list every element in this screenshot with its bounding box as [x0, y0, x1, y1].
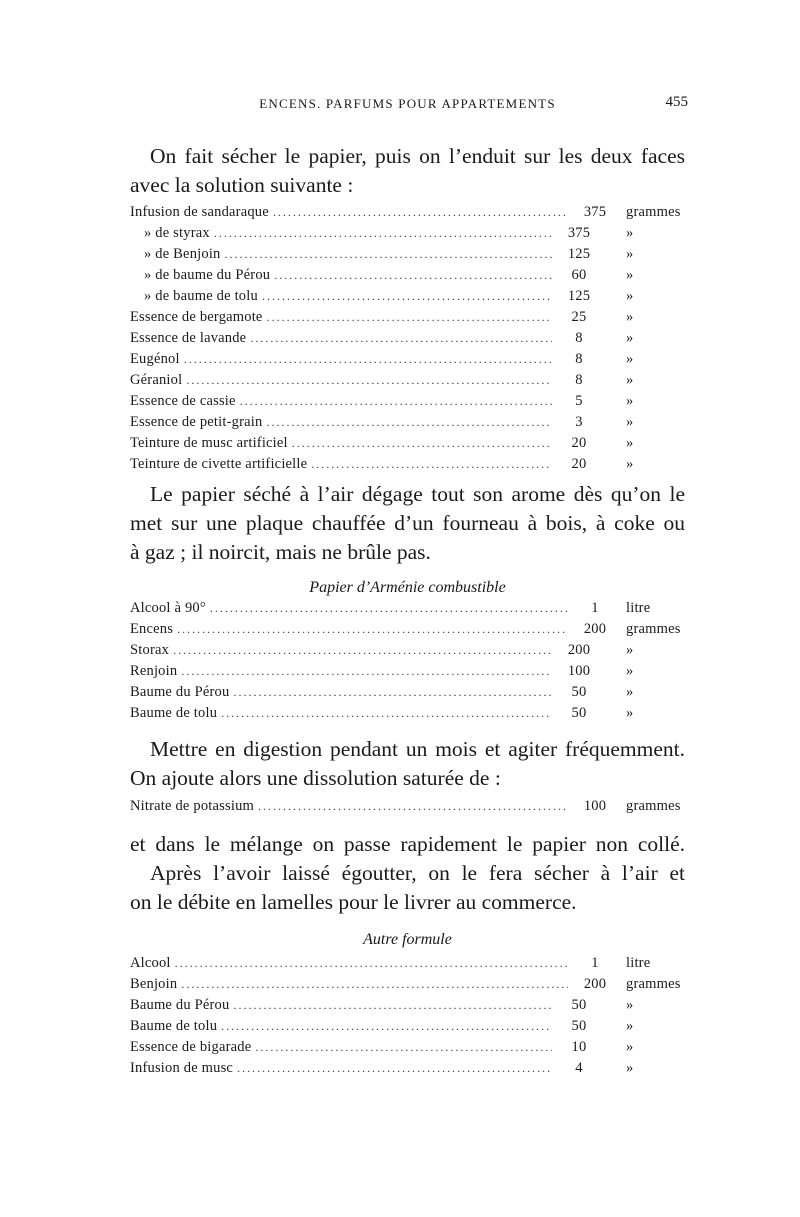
- ingredient-unit: »: [626, 267, 634, 283]
- ingredient-qty: 60: [571, 267, 587, 283]
- ingredient-name: Essence de cassie: [130, 393, 236, 409]
- ingredient-qty: 1: [591, 600, 599, 616]
- ingredient-qty: 200: [583, 976, 607, 992]
- ingredient-name: » de baume du Pérou: [144, 267, 271, 283]
- ingredient-name: » de styrax: [144, 225, 210, 241]
- ingredient-unit: »: [626, 1060, 634, 1076]
- ingredient-unit: »: [626, 684, 634, 700]
- ingredient-unit: »: [626, 1039, 634, 1055]
- ingredient-qty: 100: [567, 663, 591, 679]
- dot-leader: [186, 373, 552, 388]
- ingredient-name: Essence de bergamote: [130, 309, 263, 325]
- recipe-table-armenie: [130, 600, 690, 726]
- ingredient-unit: »: [626, 705, 634, 721]
- dot-leader: [225, 247, 552, 262]
- ingredient-qty: 125: [567, 288, 591, 304]
- text-line: On ajoute alors une dissolution saturée de :: [130, 766, 501, 790]
- recipe-row: [130, 435, 690, 456]
- dot-leader: [250, 331, 552, 346]
- recipe-table-nitrate: [130, 798, 690, 819]
- ingredient-unit: »: [626, 225, 634, 241]
- ingredient-qty: 50: [571, 705, 587, 721]
- recipe-row: [130, 246, 690, 267]
- ingredient-unit: »: [626, 288, 634, 304]
- recipe-row: [130, 621, 690, 642]
- ingredient-qty: 8: [575, 330, 583, 346]
- recipe-row: [130, 976, 690, 997]
- text-line: met sur une plaque chauffée d’un fourneau à bois, à coke ou: [130, 511, 685, 535]
- text-line: on le débite en lamelles pour le livrer au commerce.: [130, 890, 577, 914]
- section-title-autre: Autre formule: [363, 931, 452, 948]
- recipe-row: [130, 1039, 690, 1060]
- ingredient-unit: »: [626, 414, 634, 430]
- dot-leader: [221, 1019, 552, 1034]
- recipe-row: [130, 225, 690, 246]
- ingredient-name: Benjoin: [130, 976, 178, 992]
- running-header: [0, 94, 800, 114]
- ingredient-qty: 100: [583, 798, 607, 814]
- dot-leader: [210, 601, 568, 616]
- ingredient-qty: 375: [567, 225, 591, 241]
- recipe-row: [130, 456, 690, 477]
- ingredient-qty: 50: [571, 684, 587, 700]
- ingredient-qty: 50: [571, 1018, 587, 1034]
- ingredient-name: Baume de tolu: [130, 705, 218, 721]
- text-line: Le papier séché à l’air dégage tout son arome dès qu’on le: [150, 482, 685, 506]
- recipe-row: [130, 955, 690, 976]
- text-line: avec la solution suivante :: [130, 173, 354, 197]
- ingredient-unit: »: [626, 393, 634, 409]
- ingredient-qty: 4: [575, 1060, 583, 1076]
- ingredient-unit: »: [626, 642, 634, 658]
- recipe-row: [130, 1018, 690, 1039]
- dot-leader: [258, 799, 568, 814]
- recipe-row: [130, 267, 690, 288]
- dot-leader: [233, 685, 552, 700]
- ingredient-qty: 375: [583, 204, 607, 220]
- dot-leader: [267, 310, 552, 325]
- ingredient-unit: »: [626, 351, 634, 367]
- dot-leader: [184, 352, 552, 367]
- text-line: Après l’avoir laissé égoutter, on le fera sécher à l’air et: [150, 861, 685, 885]
- recipe-row: [130, 393, 690, 414]
- ingredient-name: Storax: [130, 642, 170, 658]
- dot-leader: [240, 394, 552, 409]
- ingredient-name: Essence de bigarade: [130, 1039, 252, 1055]
- text-line: Mettre en digestion pendant un mois et agiter fréquemment.: [150, 737, 685, 761]
- dot-leader: [175, 956, 568, 971]
- ingredient-qty: 8: [575, 372, 583, 388]
- ingredient-name: Teinture de civette artificielle: [130, 456, 308, 472]
- ingredient-unit: »: [626, 435, 634, 451]
- ingredient-qty: 1: [591, 955, 599, 971]
- ingredient-name: Infusion de sandaraque: [130, 204, 269, 220]
- ingredient-unit: »: [626, 246, 634, 262]
- ingredient-unit: »: [626, 997, 634, 1013]
- recipe-row: [130, 663, 690, 684]
- recipe-row: [130, 351, 690, 372]
- dot-leader: [237, 1061, 552, 1076]
- ingredient-name: » de baume de tolu: [144, 288, 258, 304]
- ingredient-unit: grammes: [626, 204, 681, 220]
- dot-leader: [181, 977, 568, 992]
- dot-leader: [173, 643, 552, 658]
- ingredient-qty: 200: [583, 621, 607, 637]
- ingredient-name: Essence de lavande: [130, 330, 247, 346]
- section-title-armenie: Papier d’Arménie combustible: [309, 579, 506, 596]
- recipe-row: [130, 642, 690, 663]
- ingredient-name: Encens: [130, 621, 174, 637]
- recipe-row: [130, 309, 690, 330]
- ingredient-name: Baume du Pérou: [130, 684, 230, 700]
- ingredient-qty: 20: [571, 435, 587, 451]
- ingredient-name: Renjoin: [130, 663, 178, 679]
- ingredient-unit: »: [626, 1018, 634, 1034]
- recipe-row: [130, 997, 690, 1018]
- ingredient-name: Infusion de musc: [130, 1060, 234, 1076]
- page-number: 455: [665, 94, 688, 110]
- ingredient-unit: grammes: [626, 798, 681, 814]
- recipe-row: [130, 330, 690, 351]
- ingredient-qty: 25: [571, 309, 587, 325]
- dot-leader: [214, 226, 552, 241]
- recipe-row: [130, 705, 690, 726]
- ingredient-name: » de Benjoin: [144, 246, 221, 262]
- recipe-row: [130, 798, 690, 819]
- ingredient-name: Baume de tolu: [130, 1018, 218, 1034]
- text-line: et dans le mélange on passe rapidement le papier non collé.: [130, 832, 685, 856]
- recipe-row: [130, 414, 690, 435]
- dot-leader: [255, 1040, 552, 1055]
- ingredient-name: Teinture de musc artificiel: [130, 435, 288, 451]
- recipe-row: [130, 1060, 690, 1081]
- dot-leader: [221, 706, 552, 721]
- recipe-row: [130, 684, 690, 705]
- dot-leader: [292, 436, 552, 451]
- ingredient-qty: 20: [571, 456, 587, 472]
- recipe-row: [130, 600, 690, 621]
- dot-leader: [266, 415, 552, 430]
- ingredient-unit: litre: [626, 600, 651, 616]
- dot-leader: [273, 205, 568, 220]
- ingredient-unit: »: [626, 456, 634, 472]
- ingredient-unit: »: [626, 309, 634, 325]
- text-line: On fait sécher le papier, puis on l’enduit sur les deux faces: [150, 144, 685, 168]
- text-line: à gaz ; il noircit, mais ne brûle pas.: [130, 540, 431, 564]
- recipe-row: [130, 204, 690, 225]
- ingredient-unit: grammes: [626, 976, 681, 992]
- ingredient-unit: litre: [626, 955, 651, 971]
- dot-leader: [311, 457, 552, 472]
- ingredient-name: Nitrate de potassium: [130, 798, 255, 814]
- dot-leader: [181, 664, 552, 679]
- paragraph-2: [130, 480, 685, 567]
- ingredient-unit: »: [626, 372, 634, 388]
- paragraph-3: [130, 735, 685, 793]
- dot-leader: [262, 289, 552, 304]
- ingredient-qty: 5: [575, 393, 583, 409]
- ingredient-unit: »: [626, 663, 634, 679]
- ingredient-name: Alcool: [130, 955, 171, 971]
- ingredient-qty: 8: [575, 351, 583, 367]
- ingredient-qty: 10: [571, 1039, 587, 1055]
- ingredient-name: Eugénol: [130, 351, 180, 367]
- ingredient-qty: 50: [571, 997, 587, 1013]
- recipe-row: [130, 288, 690, 309]
- ingredient-name: Alcool à 90°: [130, 600, 206, 616]
- ingredient-unit: grammes: [626, 621, 681, 637]
- ingredient-name: Essence de petit-grain: [130, 414, 263, 430]
- ingredient-qty: 3: [575, 414, 583, 430]
- running-title: ENCENS. PARFUMS POUR APPARTEMENTS: [259, 96, 556, 111]
- paragraph-4: [130, 830, 685, 917]
- dot-leader: [233, 998, 552, 1013]
- ingredient-qty: 125: [567, 246, 591, 262]
- recipe-row: [130, 372, 690, 393]
- dot-leader: [177, 622, 568, 637]
- recipe-table-autre: [130, 955, 690, 1081]
- ingredient-name: Géraniol: [130, 372, 183, 388]
- ingredient-qty: 200: [567, 642, 591, 658]
- dot-leader: [274, 268, 552, 283]
- recipe-table-1: [130, 204, 690, 477]
- ingredient-name: Baume du Pérou: [130, 997, 230, 1013]
- ingredient-unit: »: [626, 330, 634, 346]
- intro-paragraph: [130, 142, 685, 200]
